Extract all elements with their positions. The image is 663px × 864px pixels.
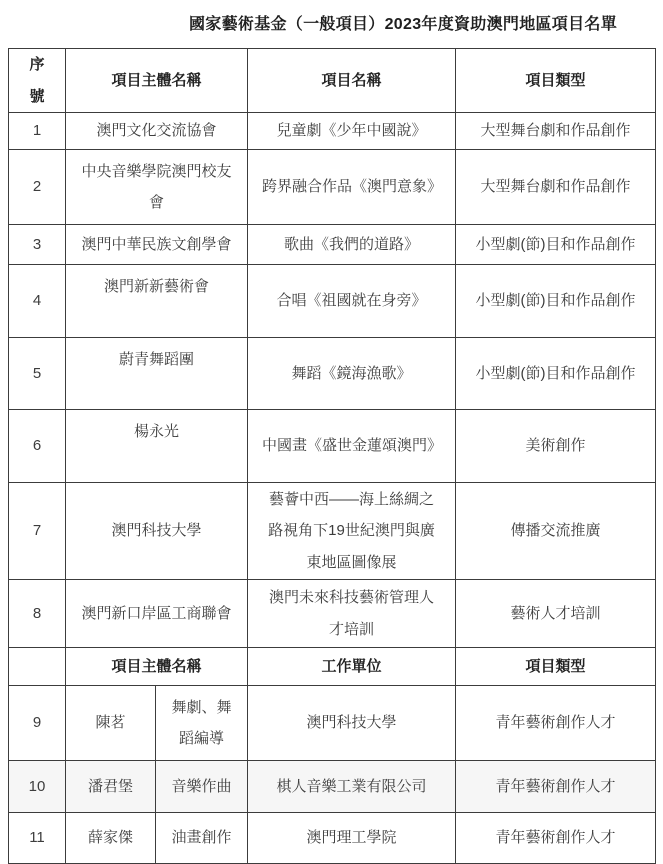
table-row xyxy=(9,580,656,648)
cell-entity: 中央音樂學院澳門校友會 xyxy=(66,150,248,225)
cell-seq: 9 xyxy=(9,686,66,761)
cell-seq: 11 xyxy=(9,813,66,864)
cell-entity: 澳門新新藝術會 xyxy=(66,265,248,338)
header-entity: 項目主體名稱 xyxy=(66,648,248,686)
cell-seq: 1 xyxy=(9,113,66,150)
table-row xyxy=(9,225,656,265)
cell-type: 青年藝術創作人才 xyxy=(456,761,656,813)
cell-project: 跨界融合作品《澳門意象》 xyxy=(248,150,456,225)
cell-type: 小型劇(節)目和作品創作 xyxy=(456,265,656,338)
cell-name: 陳茗 xyxy=(66,686,156,761)
header-seq: 序號 xyxy=(9,49,66,113)
table-row xyxy=(9,483,656,580)
table-row xyxy=(9,813,656,864)
table-header-row xyxy=(9,648,656,686)
cell-work-unit: 澳門理工學院 xyxy=(248,813,456,864)
cell-seq: 6 xyxy=(9,410,66,483)
cell-type: 青年藝術創作人才 xyxy=(456,813,656,864)
cell-type: 藝術人才培訓 xyxy=(456,580,656,648)
cell-project: 中國畫《盛世金蓮頌澳門》 xyxy=(248,410,456,483)
cell-specialty: 舞劇、舞蹈編導 xyxy=(156,686,248,761)
header-type: 項目類型 xyxy=(456,648,656,686)
cell-entity: 澳門新口岸區工商聯會 xyxy=(66,580,248,648)
header-entity: 項目主體名稱 xyxy=(66,49,248,113)
cell-seq: 10 xyxy=(9,761,66,813)
table-row xyxy=(9,761,656,813)
cell-work-unit: 澳門科技大學 xyxy=(248,686,456,761)
cell-entity: 蔚青舞蹈團 xyxy=(66,338,248,410)
header-type: 項目類型 xyxy=(456,49,656,113)
table-row xyxy=(9,150,656,225)
cell-seq: 3 xyxy=(9,225,66,265)
cell-seq: 4 xyxy=(9,265,66,338)
funded-projects-table xyxy=(8,48,656,864)
table-row xyxy=(9,410,656,483)
cell-entity: 澳門文化交流協會 xyxy=(66,113,248,150)
header-seq-empty xyxy=(9,648,66,686)
cell-type: 傳播交流推廣 xyxy=(456,483,656,580)
cell-type: 大型舞台劇和作品創作 xyxy=(456,150,656,225)
cell-project: 舞蹈《鏡海漁歌》 xyxy=(248,338,456,410)
table-row xyxy=(9,113,656,150)
cell-entity: 澳門科技大學 xyxy=(66,483,248,580)
cell-seq: 5 xyxy=(9,338,66,410)
cell-work-unit: 棋人音樂工業有限公司 xyxy=(248,761,456,813)
cell-type: 美術創作 xyxy=(456,410,656,483)
cell-specialty: 油畫創作 xyxy=(156,813,248,864)
cell-type: 小型劇(節)目和作品創作 xyxy=(456,338,656,410)
cell-project: 歌曲《我們的道路》 xyxy=(248,225,456,265)
cell-entity: 澳門中華民族文創學會 xyxy=(66,225,248,265)
cell-project: 澳門未來科技藝術管理人才培訓 xyxy=(248,580,456,648)
cell-name: 潘君堡 xyxy=(66,761,156,813)
cell-seq: 2 xyxy=(9,150,66,225)
cell-project: 合唱《祖國就在身旁》 xyxy=(248,265,456,338)
table-row xyxy=(9,338,656,410)
cell-name: 薛家傑 xyxy=(66,813,156,864)
cell-project: 兒童劇《少年中國說》 xyxy=(248,113,456,150)
page-title: 國家藝術基金（一般項目）2023年度資助澳門地區項目名單 xyxy=(189,16,617,33)
cell-seq: 7 xyxy=(9,483,66,580)
cell-type: 青年藝術創作人才 xyxy=(456,686,656,761)
cell-project: 藝薈中西——海上絲綢之路視角下19世紀澳門與廣東地區圖像展 xyxy=(248,483,456,580)
header-project: 項目名稱 xyxy=(248,49,456,113)
cell-type: 小型劇(節)目和作品創作 xyxy=(456,225,656,265)
cell-seq: 8 xyxy=(9,580,66,648)
cell-specialty: 音樂作曲 xyxy=(156,761,248,813)
table-row xyxy=(9,265,656,338)
cell-type: 大型舞台劇和作品創作 xyxy=(456,113,656,150)
table-row xyxy=(9,686,656,761)
cell-entity: 楊永光 xyxy=(66,410,248,483)
header-work-unit: 工作單位 xyxy=(248,648,456,686)
table-header-row xyxy=(9,49,656,113)
